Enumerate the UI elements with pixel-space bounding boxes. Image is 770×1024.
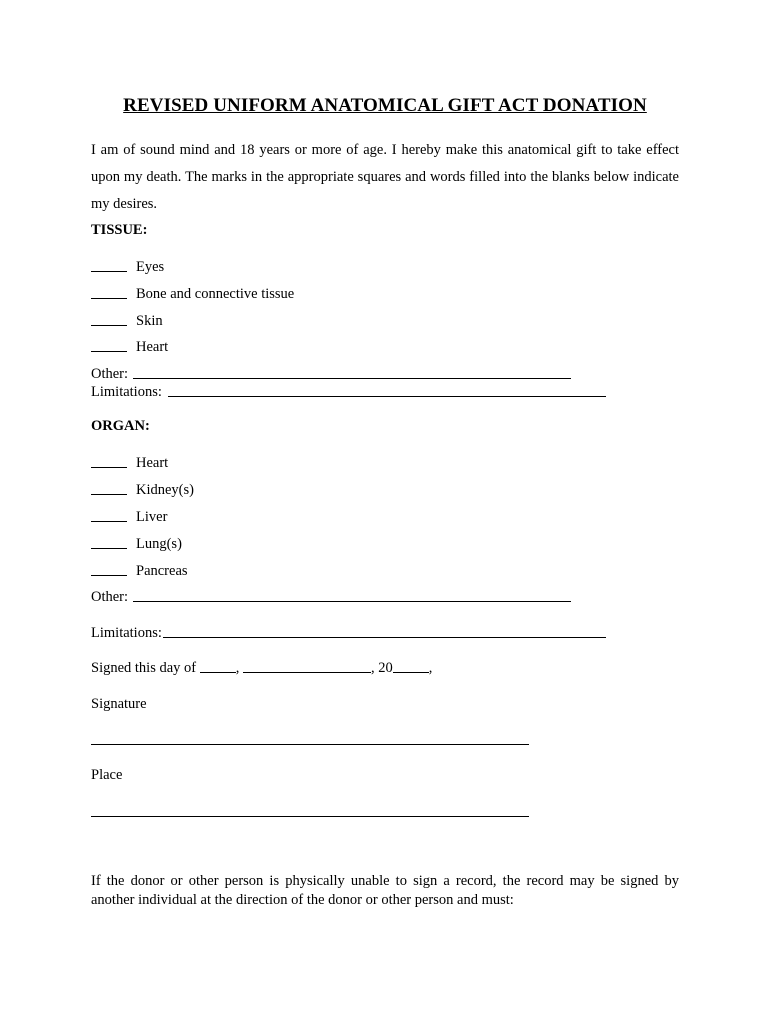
signed-date-row: Signed this day of , , 20 , <box>91 660 433 676</box>
tissue-option-skin[interactable]: Skin <box>91 311 163 331</box>
checkbox-blank[interactable] <box>91 534 127 549</box>
intro-paragraph: I am of sound mind and 18 years or more of age. I hereby make this anatomical gift to take effect upon my death. The marks in the appropriate squares and words filled into the blanks below indicate my desires. <box>91 142 679 212</box>
tissue-option-heart[interactable]: Heart <box>91 337 168 357</box>
checkbox-blank[interactable] <box>91 561 127 576</box>
tissue-limitations-line[interactable] <box>168 396 606 397</box>
organ-other-label: Other: <box>91 589 129 605</box>
checkbox-blank[interactable] <box>91 311 127 326</box>
place-label: Place <box>91 767 123 783</box>
organ-option-liver[interactable]: Liver <box>91 507 167 527</box>
checkbox-blank[interactable] <box>91 337 127 352</box>
tissue-limitations-label: Limitations: <box>91 384 162 400</box>
organ-heading: ORGAN: <box>91 418 150 434</box>
day-blank[interactable] <box>200 658 236 673</box>
organ-option-heart[interactable]: Heart <box>91 453 168 473</box>
tissue-heading: TISSUE: <box>91 222 148 238</box>
tissue-other-line[interactable] <box>133 378 571 379</box>
year-blank[interactable] <box>393 658 429 673</box>
signed-prefix: Signed this day of <box>91 660 200 676</box>
organ-limitations-label: Limitations: <box>91 625 162 641</box>
checkbox-blank[interactable] <box>91 257 127 272</box>
organ-limitations-line[interactable] <box>163 637 606 638</box>
checkbox-blank[interactable] <box>91 453 127 468</box>
page-title: REVISED UNIFORM ANATOMICAL GIFT ACT DONATION <box>123 95 647 116</box>
signature-line[interactable] <box>91 744 529 745</box>
month-blank[interactable] <box>243 658 371 673</box>
place-line[interactable] <box>91 816 529 817</box>
organ-other-line[interactable] <box>133 601 571 602</box>
tissue-option-eyes[interactable]: Eyes <box>91 257 164 277</box>
checkbox-blank[interactable] <box>91 507 127 522</box>
bottom-paragraph: If the donor or other person is physically unable to sign a record, the record may be signed by another individual at the direction of the donor or other person and must: <box>91 873 679 908</box>
organ-option-lungs[interactable]: Lung(s) <box>91 534 182 554</box>
signature-label: Signature <box>91 696 147 712</box>
organ-option-kidneys[interactable]: Kidney(s) <box>91 480 194 500</box>
checkbox-blank[interactable] <box>91 480 127 495</box>
checkbox-blank[interactable] <box>91 284 127 299</box>
organ-option-pancreas[interactable]: Pancreas <box>91 561 188 581</box>
tissue-other-label: Other: <box>91 366 129 382</box>
tissue-option-bone[interactable]: Bone and connective tissue <box>91 284 294 304</box>
